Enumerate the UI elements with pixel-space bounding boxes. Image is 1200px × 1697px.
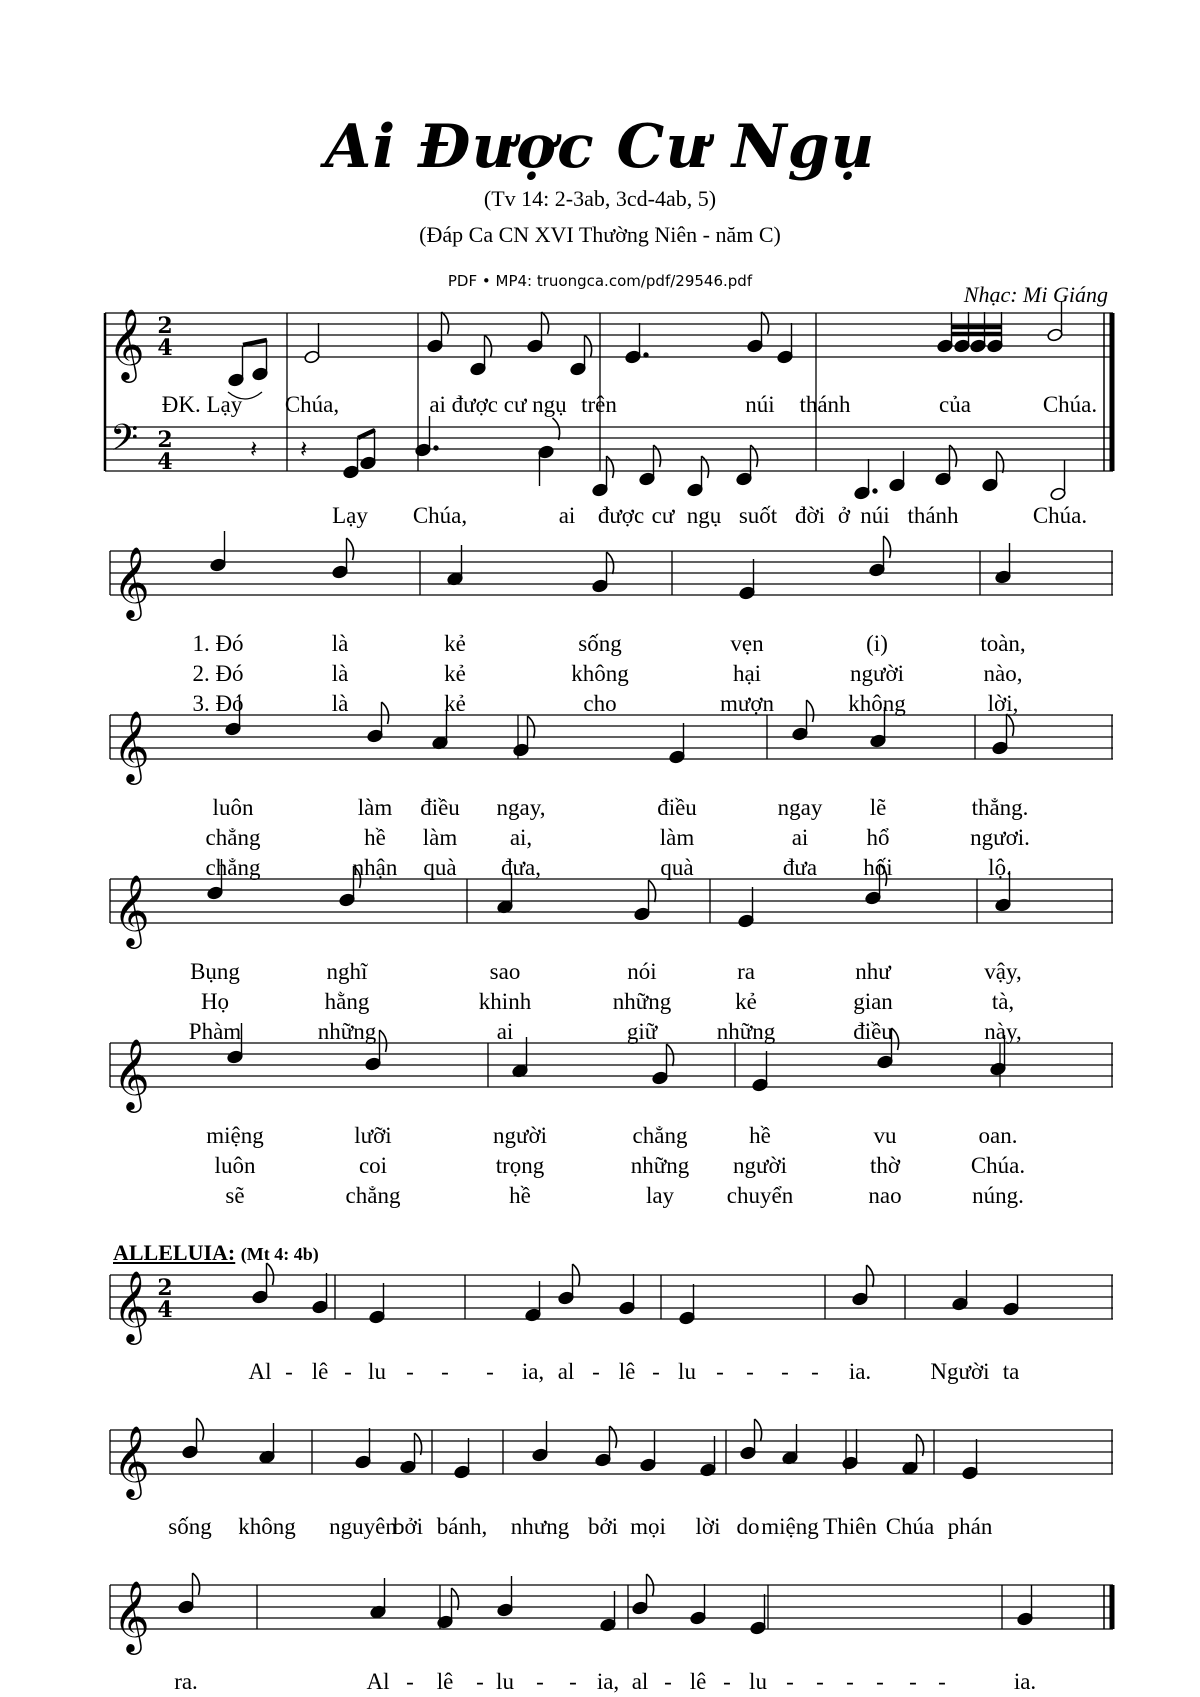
alleluia-lyric: bởi xyxy=(392,1514,424,1539)
treble-clef-icon: 𝄞 xyxy=(113,1037,150,1110)
verse-lyric: khinh xyxy=(478,989,532,1014)
verse-lyric: này, xyxy=(984,1019,1022,1044)
verse-lyric: chẳng xyxy=(632,1123,688,1148)
time-signature-top: 2 xyxy=(157,1275,173,1301)
refrain-bass-lyric: Lạy xyxy=(332,503,368,528)
treble-clef-icon: 𝄞 xyxy=(113,545,150,618)
alleluia-lyric: - xyxy=(811,1359,819,1384)
alleluia-lyric: Chúa xyxy=(885,1514,935,1539)
verse-lyric: hề xyxy=(364,825,386,850)
verse-lyric: 1. Đó xyxy=(192,631,244,656)
alleluia-lyric: - xyxy=(909,1669,917,1694)
notes xyxy=(178,301,1067,1635)
verse-lyric: sống xyxy=(578,631,622,656)
alleluia-lyric: lê xyxy=(311,1359,329,1384)
verse-lyric: không xyxy=(848,691,906,716)
refrain-bass-lyric: cư xyxy=(651,503,675,528)
refrain-treble-lyric: Chúa. xyxy=(1042,392,1098,417)
psalm-reference: (Tv 14: 2-3ab, 3cd-4ab, 5) xyxy=(483,186,717,211)
verse-lyric: chẳng xyxy=(345,1183,401,1208)
verse-lyric: ai, xyxy=(509,825,533,850)
treble-clef-icon: 𝄞 xyxy=(113,1579,150,1652)
note-flag xyxy=(917,1434,924,1456)
refrain-bass-lyric: Chúa, xyxy=(412,503,468,528)
verse-lyric: là xyxy=(331,691,349,716)
verse-lyric: ai xyxy=(496,1019,514,1044)
alleluia-lyric: phán xyxy=(947,1514,993,1539)
verse-lyric: sao xyxy=(489,959,521,984)
alleluia-lyric: - xyxy=(781,1359,789,1384)
verse-lyric: kẻ xyxy=(444,631,466,656)
alleluia-lyric: - xyxy=(592,1359,600,1384)
composer-credit: Nhạc: Mi Giáng xyxy=(963,282,1108,307)
alleluia-lyric: lu xyxy=(368,1359,386,1384)
verse-lyric: ngay, xyxy=(496,795,546,820)
alleluia-lyric: bởi xyxy=(587,1514,619,1539)
verse-lyric: hối xyxy=(863,855,893,880)
verse-lyric: thẳng. xyxy=(971,795,1029,820)
verse-lyric: luôn xyxy=(212,795,254,820)
verse-lyric: quà xyxy=(660,855,694,880)
verse-lyric: (i) xyxy=(866,631,888,656)
refrain-treble-lyric: ĐK. Lạy xyxy=(161,392,243,417)
note-flag xyxy=(610,1426,617,1448)
quarter-rest: 𝄽 xyxy=(300,435,308,463)
alleluia-lyric: ia, xyxy=(596,1669,620,1694)
treble-clef-icon: 𝄞 xyxy=(108,307,145,380)
note-flag xyxy=(807,700,814,722)
verse-lyric: người xyxy=(849,661,905,686)
alleluia-lyric: lê xyxy=(618,1359,636,1384)
alleluia-lyric: lu xyxy=(678,1359,696,1384)
note-flag xyxy=(867,1265,874,1287)
note-flag xyxy=(553,418,560,440)
verse-lyric: chẳng xyxy=(205,825,261,850)
note-flag xyxy=(884,536,891,558)
alleluia-lyric: lê xyxy=(689,1669,707,1694)
treble-clef-icon: 𝄞 xyxy=(113,873,150,946)
refrain-bass-lyric: ai xyxy=(558,503,576,528)
alleluia-lyric: - xyxy=(786,1669,794,1694)
time-signature-top: 2 xyxy=(157,427,173,453)
time-signature-bottom: 4 xyxy=(157,1297,173,1323)
song-title: Ai Được Cư Ngụ xyxy=(324,112,876,182)
alleluia-lyric: ta xyxy=(1002,1359,1020,1384)
note-flag xyxy=(950,445,957,467)
verse-lyric: ra xyxy=(737,959,755,984)
alleluia-lyric: Người xyxy=(930,1359,990,1384)
alleluia-lyric: Al xyxy=(366,1669,390,1694)
alleluia-lyric: nguyên xyxy=(329,1514,397,1539)
time-signature-bottom: 4 xyxy=(157,449,173,475)
alleluia-lyric: - xyxy=(406,1669,414,1694)
note-flag xyxy=(197,1418,204,1440)
refrain-bass-lyric: ngụ xyxy=(686,503,722,528)
alleluia-lyric: lu xyxy=(749,1669,767,1694)
verse-lyric: miệng xyxy=(206,1123,264,1148)
verse-lyric: giữ xyxy=(626,1019,658,1044)
verse-lyric: vậy, xyxy=(984,959,1022,984)
note-flag xyxy=(193,1573,200,1595)
verse-lyric: 3. Đó xyxy=(192,691,244,716)
verse-lyric: làm xyxy=(357,795,393,820)
alleluia-lyric: ia. xyxy=(1013,1669,1037,1694)
verse-lyric: điều xyxy=(853,1019,893,1044)
alleluia-lyric: al xyxy=(631,1669,649,1694)
verse-lyric: lẽ xyxy=(869,795,887,820)
alleluia-lyric: - xyxy=(746,1359,754,1384)
verse-lyric: ngay xyxy=(777,795,823,820)
note-flag xyxy=(347,538,354,560)
bass-clef-icon: 𝄢 xyxy=(110,417,139,468)
verse-lyric: lộ. xyxy=(988,855,1012,880)
verse-lyric: chuyển xyxy=(726,1183,794,1208)
alleluia-lyric: - xyxy=(569,1669,577,1694)
alleluia-lyric: - xyxy=(285,1359,293,1384)
verse-lyric: nào, xyxy=(983,661,1023,686)
verse-lyric: luôn xyxy=(214,1153,256,1178)
verse-lyric: cho xyxy=(583,691,617,716)
verse-lyric: Họ xyxy=(200,989,230,1014)
alleluia-lyric: - xyxy=(938,1669,946,1694)
note-flag xyxy=(1007,714,1014,736)
verse-lyric: nhận xyxy=(352,855,398,880)
note-dot xyxy=(644,353,648,357)
verse-lyric: hại xyxy=(732,661,762,686)
verse-lyric: là xyxy=(331,631,349,656)
alleluia-lyric: - xyxy=(846,1669,854,1694)
verse-lyric: trọng xyxy=(495,1153,545,1178)
note-flag xyxy=(702,456,709,478)
note-flag xyxy=(442,312,449,334)
alleluia-lyric: sống xyxy=(168,1514,212,1539)
note-flag xyxy=(542,312,549,334)
verse-lyric: những xyxy=(612,989,672,1014)
verse-lyric: Bụng xyxy=(190,959,240,984)
alleluia-lyric: ra. xyxy=(174,1669,198,1694)
refrain-treble-lyric: trên xyxy=(581,392,617,417)
note-flag xyxy=(997,451,1004,473)
alleluia-lyric: - xyxy=(716,1359,724,1384)
verse-lyric: hề xyxy=(749,1123,771,1148)
alleluia-lyric: lời xyxy=(695,1514,721,1539)
alleluia-lyric: Al xyxy=(248,1359,272,1384)
refrain-bass-lyric: được xyxy=(597,503,645,528)
alleluia-lyric: bánh, xyxy=(436,1514,488,1539)
beam xyxy=(358,430,375,438)
refrain-bass-lyric: núi xyxy=(860,503,890,528)
verse-lyric: quà xyxy=(423,855,457,880)
verse-lyric: vẹn xyxy=(730,631,764,656)
refrain-bass-lyric: thánh xyxy=(907,503,959,528)
note-flag xyxy=(607,456,614,478)
time-signature-bottom: 4 xyxy=(157,335,173,361)
alleluia-lyric: - xyxy=(664,1669,672,1694)
verse-lyric: toàn, xyxy=(980,631,1026,656)
note-flag xyxy=(267,1263,274,1285)
verse-lyric: nói xyxy=(627,959,657,984)
note-flag xyxy=(762,312,769,334)
note-dot xyxy=(434,446,438,450)
alleluia-lyric: - xyxy=(816,1669,824,1694)
refrain-bass-lyric: ở xyxy=(837,503,851,528)
refrain-bass-lyric: đời xyxy=(794,503,826,528)
alleluia-lyric: - xyxy=(876,1669,884,1694)
refrain-bass-lyric: Chúa. xyxy=(1032,503,1088,528)
note-flag xyxy=(751,445,758,467)
verse-lyric: hổ xyxy=(866,825,890,850)
verse-lyric: lời, xyxy=(987,691,1019,716)
alleluia-lyric: - xyxy=(406,1359,414,1384)
note-flag xyxy=(380,1030,387,1052)
verse-lyric: sẽ xyxy=(225,1183,245,1208)
beam xyxy=(243,340,267,345)
refrain-treble-lyric: núi xyxy=(745,392,775,417)
note-flag xyxy=(649,880,656,902)
verse-lyric: như xyxy=(855,959,891,984)
alleluia-lyric: - xyxy=(476,1669,484,1694)
verse-lyric: thờ xyxy=(869,1153,901,1178)
verse-lyric: làm xyxy=(422,825,458,850)
alleluia-lyric: - xyxy=(486,1359,494,1384)
verse-lyric: những xyxy=(630,1153,690,1178)
alleluia-lyric: nhưng xyxy=(510,1514,570,1539)
alleluia-lyric: - xyxy=(652,1359,660,1384)
verse-lyric: những xyxy=(317,1019,377,1044)
verse-lyric: kẻ xyxy=(444,691,466,716)
verse-lyric: kẻ xyxy=(735,989,757,1014)
verse-lyric: mượn xyxy=(719,691,775,716)
note-dot xyxy=(873,489,877,493)
verse-lyric: núng. xyxy=(972,1183,1024,1208)
verse-lyric: tà, xyxy=(991,989,1015,1014)
verse-lyric: những xyxy=(716,1019,776,1044)
verse-lyric: ai xyxy=(791,825,809,850)
verse-lyric: không xyxy=(571,661,629,686)
refrain-treble-lyric: của xyxy=(939,392,971,417)
refrain-treble-lyric: ai được cư ngụ xyxy=(429,392,567,417)
treble-clef-icon: 𝄞 xyxy=(113,1269,150,1342)
verse-lyric: đưa, xyxy=(501,855,541,880)
alleluia-lyric: lê xyxy=(436,1669,454,1694)
verse-lyric: Phàm xyxy=(188,1019,242,1044)
verse-lyric: người xyxy=(492,1123,548,1148)
verse-lyric: vu xyxy=(873,1123,897,1148)
alleluia-lyric: - xyxy=(441,1359,449,1384)
alleluia-label: ALLELUIA: xyxy=(113,1240,236,1265)
verse-lyric: 2. Đó xyxy=(192,661,244,686)
verse-lyric: lưỡi xyxy=(354,1123,392,1148)
verse-lyric: ngươi. xyxy=(970,825,1030,850)
verse-lyric: điều xyxy=(420,795,460,820)
alleluia-lyric: ia. xyxy=(848,1359,872,1384)
alleluia-lyric: al xyxy=(557,1359,575,1384)
verse-lyric: kẻ xyxy=(444,661,466,686)
note-flag xyxy=(654,445,661,467)
verse-lyric: gian xyxy=(853,989,893,1014)
alleluia-lyric: - xyxy=(536,1669,544,1694)
treble-clef-icon: 𝄞 xyxy=(113,1424,150,1497)
treble-clef-icon: 𝄞 xyxy=(113,709,150,782)
verse-lyric: Chúa. xyxy=(970,1153,1026,1178)
alleluia-lyric: - xyxy=(344,1359,352,1384)
time-signature-top: 2 xyxy=(157,313,173,339)
note-flag xyxy=(528,716,535,738)
refrain-treble-lyric: Chúa, xyxy=(284,392,340,417)
alleluia-lyric: lu xyxy=(496,1669,514,1694)
note-flag xyxy=(607,552,614,574)
verse-lyric: chẳng xyxy=(205,855,261,880)
verse-lyric: coi xyxy=(358,1153,388,1178)
verse-lyric: nao xyxy=(868,1183,902,1208)
note-flag xyxy=(667,1044,674,1066)
refrain-bass-lyric: suốt xyxy=(738,503,778,528)
note-flag xyxy=(382,702,389,724)
verse-lyric: làm xyxy=(659,825,695,850)
alleluia-lyric: không xyxy=(238,1514,296,1539)
alleluia-lyric: mọi xyxy=(630,1514,666,1539)
alleluia-reference: (Mt 4: 4b) xyxy=(240,1244,319,1264)
alleluia-lyric: - xyxy=(723,1669,731,1694)
alleluia-lyric: miệng xyxy=(761,1514,819,1539)
pdf-link[interactable]: PDF • MP4: truongca.com/pdf/29546.pdf xyxy=(447,272,753,290)
verse-lyric: hằng xyxy=(324,989,370,1014)
alleluia-lyric: do xyxy=(736,1514,760,1539)
liturgy-note: (Đáp Ca CN XVI Thường Niên - năm C) xyxy=(419,222,781,247)
verse-lyric: là xyxy=(331,661,349,686)
alleluia-lyric: ia, xyxy=(521,1359,545,1384)
verse-lyric: điều xyxy=(657,795,697,820)
verse-lyric: đưa xyxy=(782,855,818,880)
verse-lyric: hề xyxy=(509,1183,531,1208)
refrain-treble-lyric: thánh xyxy=(799,392,851,417)
verse-lyric: người xyxy=(732,1153,788,1178)
verse-lyric: oan. xyxy=(978,1123,1018,1148)
verse-lyric: nghĩ xyxy=(326,959,368,984)
quarter-rest: 𝄽 xyxy=(250,435,258,463)
alleluia-lyric: Thiên xyxy=(823,1514,877,1539)
verse-lyric: lay xyxy=(645,1183,675,1208)
